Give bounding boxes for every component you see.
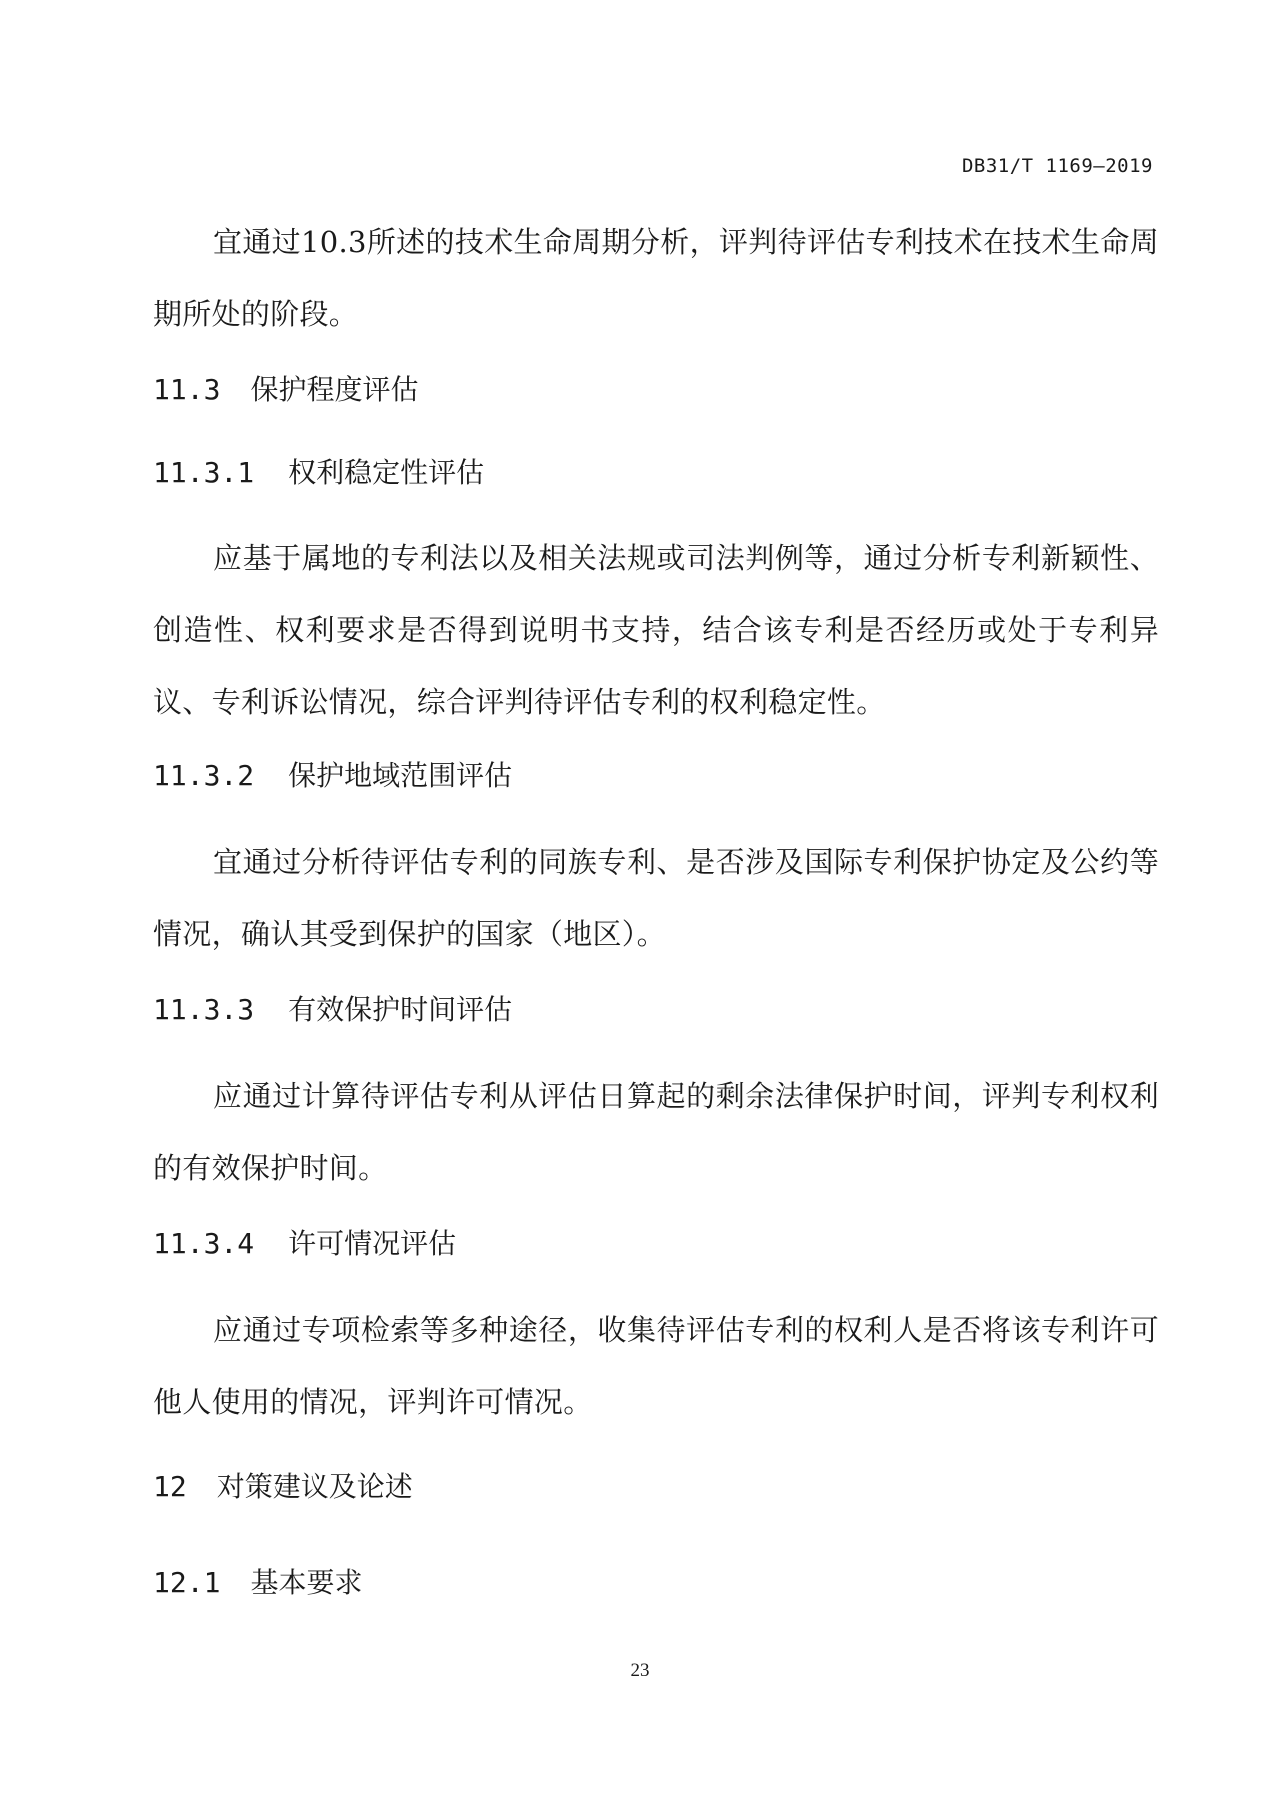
heading-12 <box>153 1467 1159 1507</box>
paragraph-licensing: 应通过专项检索等多种途径，收集待评估专利的权利人是否将该专利许可他人使用的情况，评判许可情况。 <box>153 1313 1159 1419</box>
section-title: 对策建议及论述 <box>216 1470 413 1503</box>
paragraph-right-stability: 应基于属地的专利法以及相关法规或司法判例等，通过分析专利新颖性、创造性、权利要求是否得到说明书支持，结合该专利是否经历或处于专利异议、专利诉讼情况，综合评判待评估专利的权利稳定性。 <box>153 541 1159 719</box>
paragraph-life-cycle: 宜通过10.3所述的技术生命周期分析，评判待评估专利技术在技术生命周期所处的阶段。 <box>153 225 1159 331</box>
page-number: 23 <box>630 1660 650 1681</box>
section-number: 12 <box>153 1470 187 1503</box>
section-title: 许可情况评估 <box>288 1227 457 1260</box>
heading-12-1 <box>153 1563 1159 1603</box>
heading-11-3-4 <box>153 1224 1159 1264</box>
heading-11-3-1 <box>153 453 1159 493</box>
heading-11-3 <box>153 370 1159 410</box>
paragraph-territory: 宜通过分析待评估专利的同族专利、是否涉及国际专利保护协定及公约等情况，确认其受到保护的国家（地区）。 <box>153 845 1159 951</box>
section-number: 11.3.3 <box>153 993 255 1026</box>
section-number: 11.3 <box>153 373 221 406</box>
heading-11-3-3 <box>153 990 1159 1030</box>
section-title: 基本要求 <box>250 1566 363 1599</box>
section-number: 11.3.2 <box>153 759 255 792</box>
section-title: 有效保护时间评估 <box>288 993 513 1026</box>
heading-11-3-2 <box>153 756 1159 796</box>
document-code: DB31/T 1169—2019 <box>961 155 1153 177</box>
section-title: 保护地域范围评估 <box>288 759 513 792</box>
section-number: 11.3.4 <box>153 1227 255 1260</box>
section-number: 12.1 <box>153 1566 221 1599</box>
section-title: 保护程度评估 <box>250 373 419 406</box>
section-title: 权利稳定性评估 <box>288 456 485 489</box>
paragraph-protection-time: 应通过计算待评估专利从评估日算起的剩余法律保护时间，评判专利权利的有效保护时间。 <box>153 1079 1159 1185</box>
section-number: 11.3.1 <box>153 456 255 489</box>
